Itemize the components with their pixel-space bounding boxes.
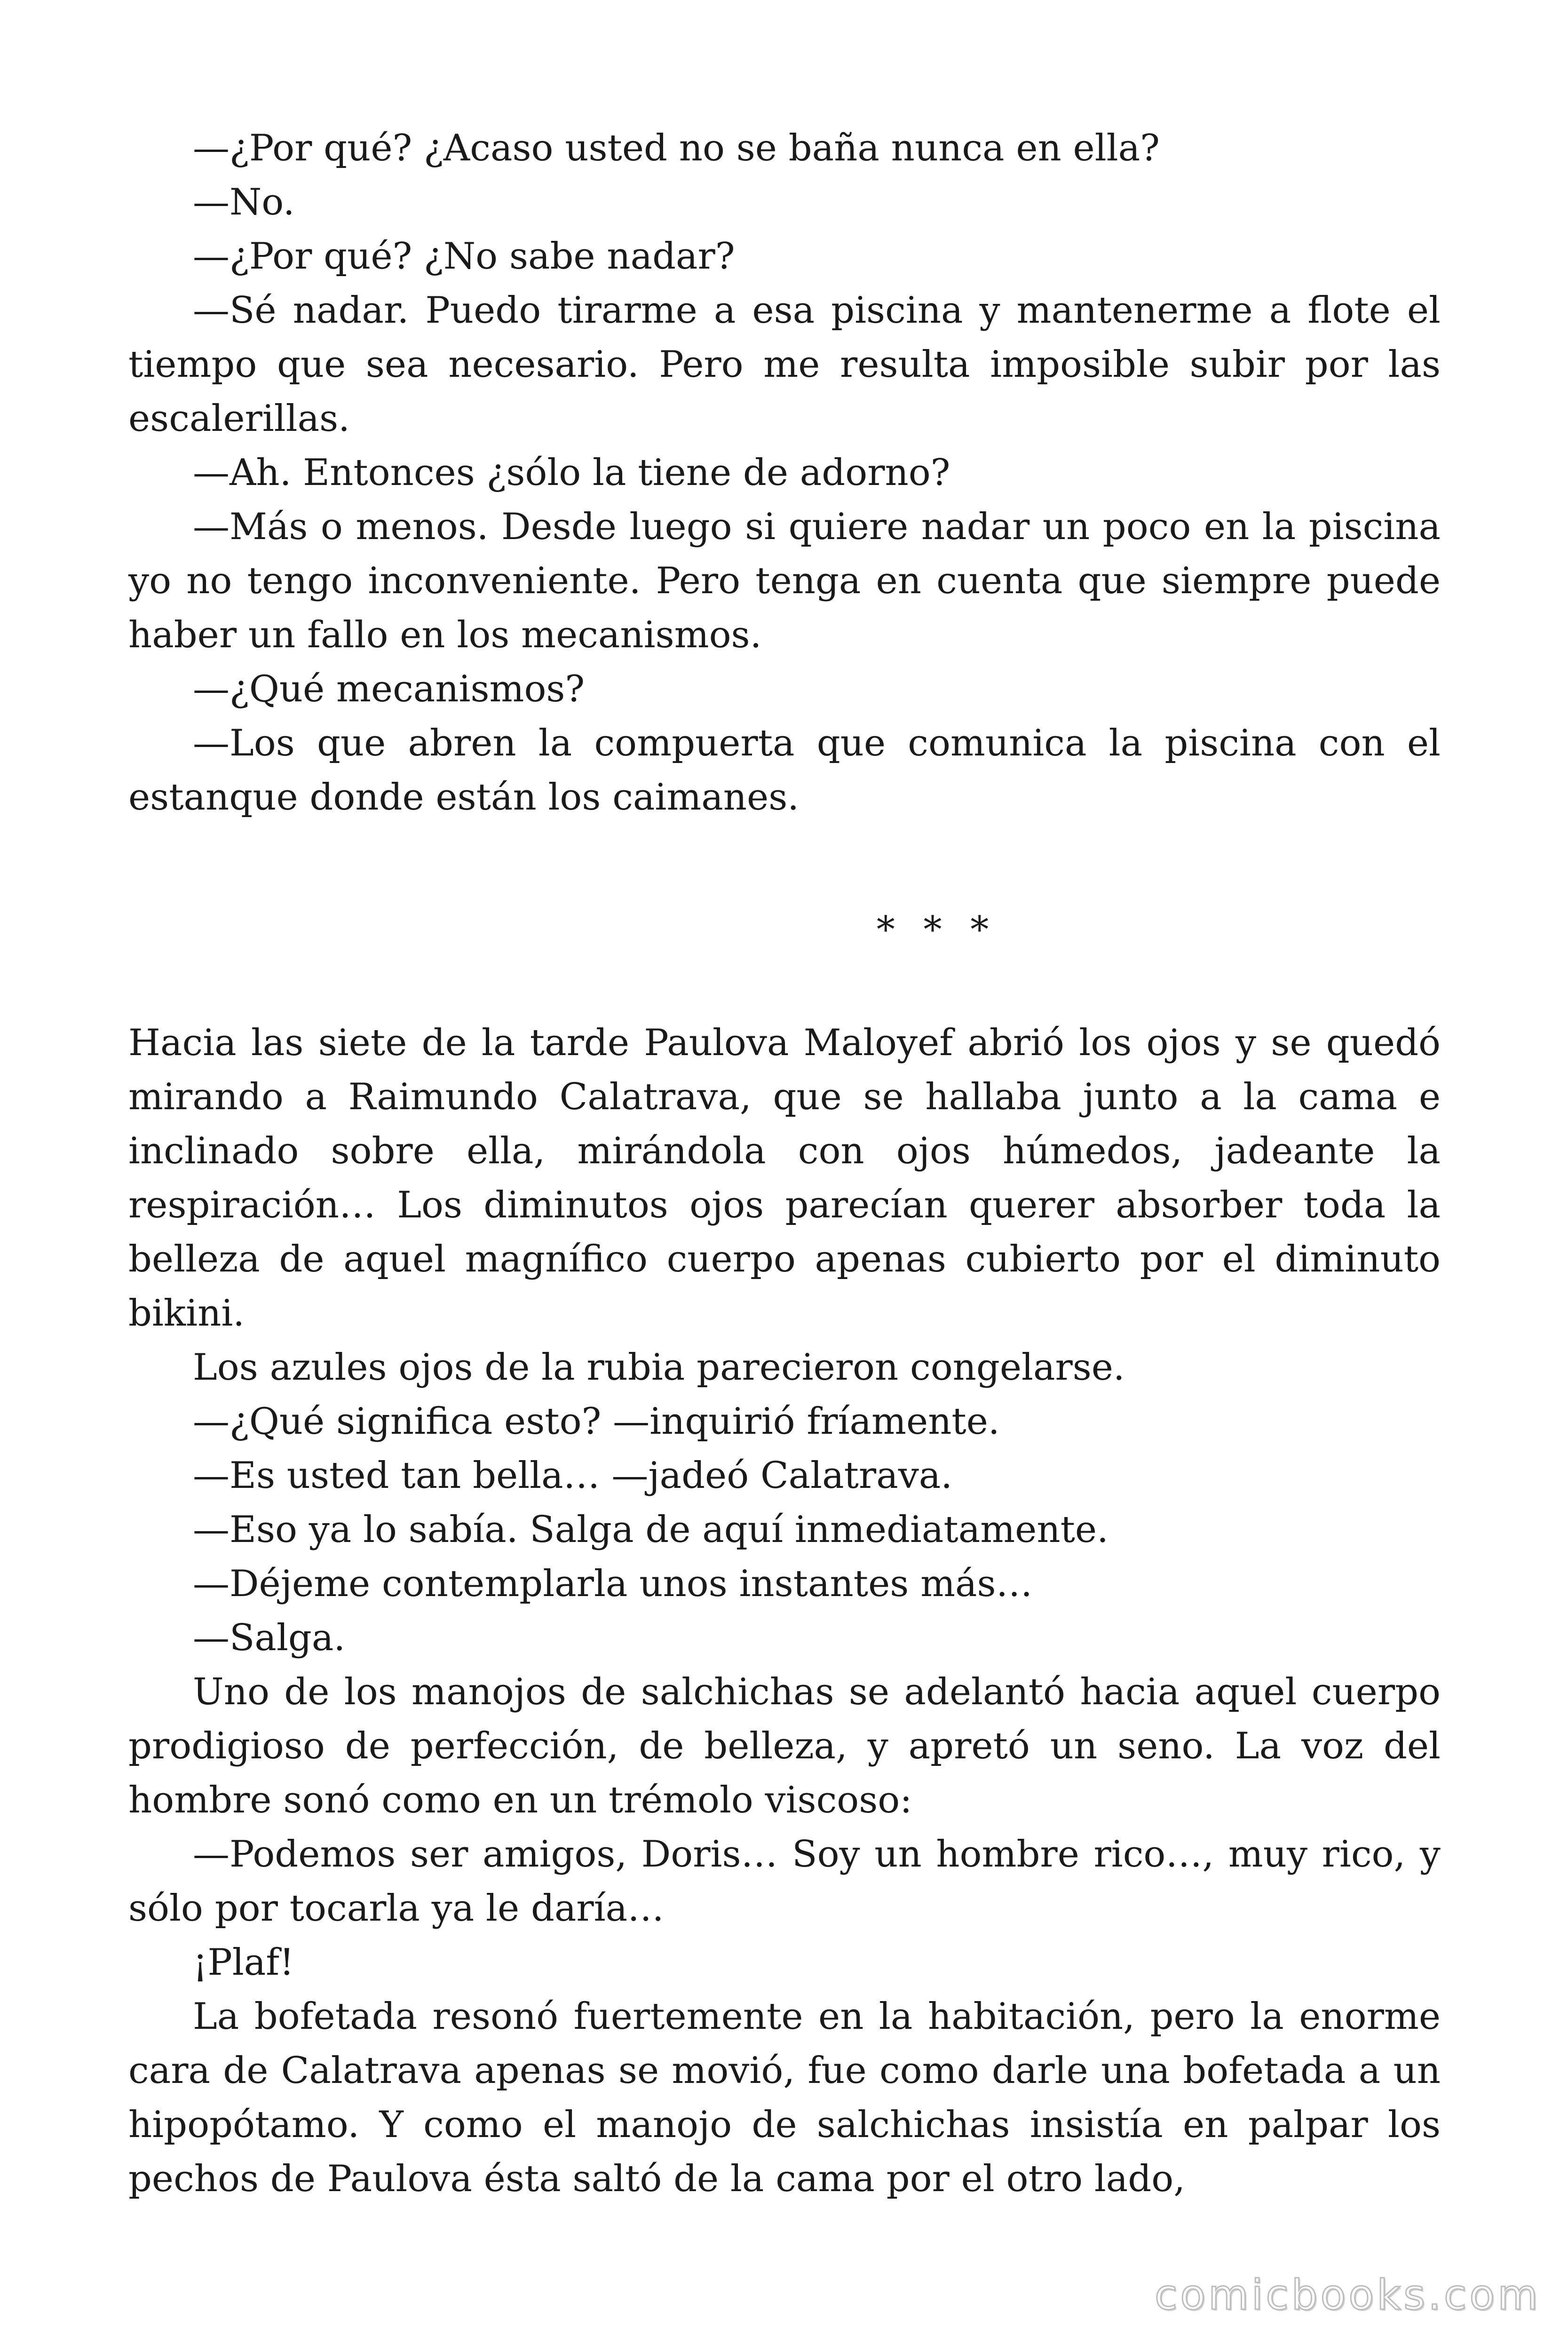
watermark: comicbooks.com — [1154, 2271, 1541, 2319]
section-separator: * * * — [876, 909, 998, 951]
paragraph: —Salga. — [193, 1617, 346, 1659]
paragraph: —¿Por qué? ¿No sabe nadar? — [193, 235, 735, 278]
paragraph: —Más o menos. Desde luego si quiere nadar un poco en la piscina yo no tengo inconveniente. Pero tenga en cuenta que siempre puede haber un fallo en los mecanismos. — [128, 506, 1441, 656]
text-section-top — [128, 121, 1441, 825]
paragraph: Uno de los manojos de salchichas se adelantó hacia aquel cuerpo prodigioso de perfección, de belleza, y apretó un seno. La voz del hombre sonó como en un trémolo viscoso: — [128, 1671, 1441, 1821]
paragraph: Hacia las siete de la tarde Paulova Maloyef abrió los ojos y se quedó mirando a Raimundo Calatrava, que se hallaba junto a la cama e inclinado sobre ella, mirándola con ojos húmedos, jadeante la respiración… Los diminutos ojos parecían querer absorber toda la belleza de aquel magnífico cuerpo apenas cubierto por el diminuto bikini. — [128, 1022, 1441, 1335]
paragraph: La bofetada resonó fuertemente en la habitación, pero la enorme cara de Calatrava apenas se movió, fue como darle una bofetada a un hipopótamo. Y como el manojo de salchichas insistía en palpar los pechos de Paulova ésta saltó de la cama por el otro lado, — [128, 1995, 1441, 2200]
paragraph: Los azules ojos de la rubia parecieron congelarse. — [193, 1346, 1125, 1389]
text-section-bottom — [128, 1016, 1441, 2206]
paragraph: ¡Plaf! — [193, 1941, 294, 1984]
paragraph: —¿Por qué? ¿Acaso usted no se baña nunca en ella? — [193, 127, 1160, 169]
paragraph: —Podemos ser amigos, Doris… Soy un hombre rico…, muy rico, y sólo por tocarla ya le daría… — [128, 1833, 1441, 1930]
paragraph: —Los que abren la compuerta que comunica la piscina con el estanque donde están los caimanes. — [128, 722, 1441, 818]
paragraph: —No. — [193, 181, 295, 223]
paragraph: —Eso ya lo sabía. Salga de aquí inmediatamente. — [193, 1509, 1109, 1551]
paragraph: —¿Qué mecanismos? — [193, 668, 585, 710]
paragraph: —Es usted tan bella… —jadeó Calatrava. — [193, 1454, 953, 1497]
paragraph: —Sé nadar. Puedo tirarme a esa piscina y mantenerme a flote el tiempo que sea necesario. Pero me resulta imposible subir por las escalerillas. — [128, 289, 1441, 440]
paragraph: —¿Qué significa esto? —inquirió fríamente. — [193, 1400, 1000, 1443]
paragraph: —Ah. Entonces ¿sólo la tiene de adorno? — [193, 452, 950, 494]
paragraph: —Déjeme contemplarla unos instantes más… — [193, 1563, 1033, 1605]
